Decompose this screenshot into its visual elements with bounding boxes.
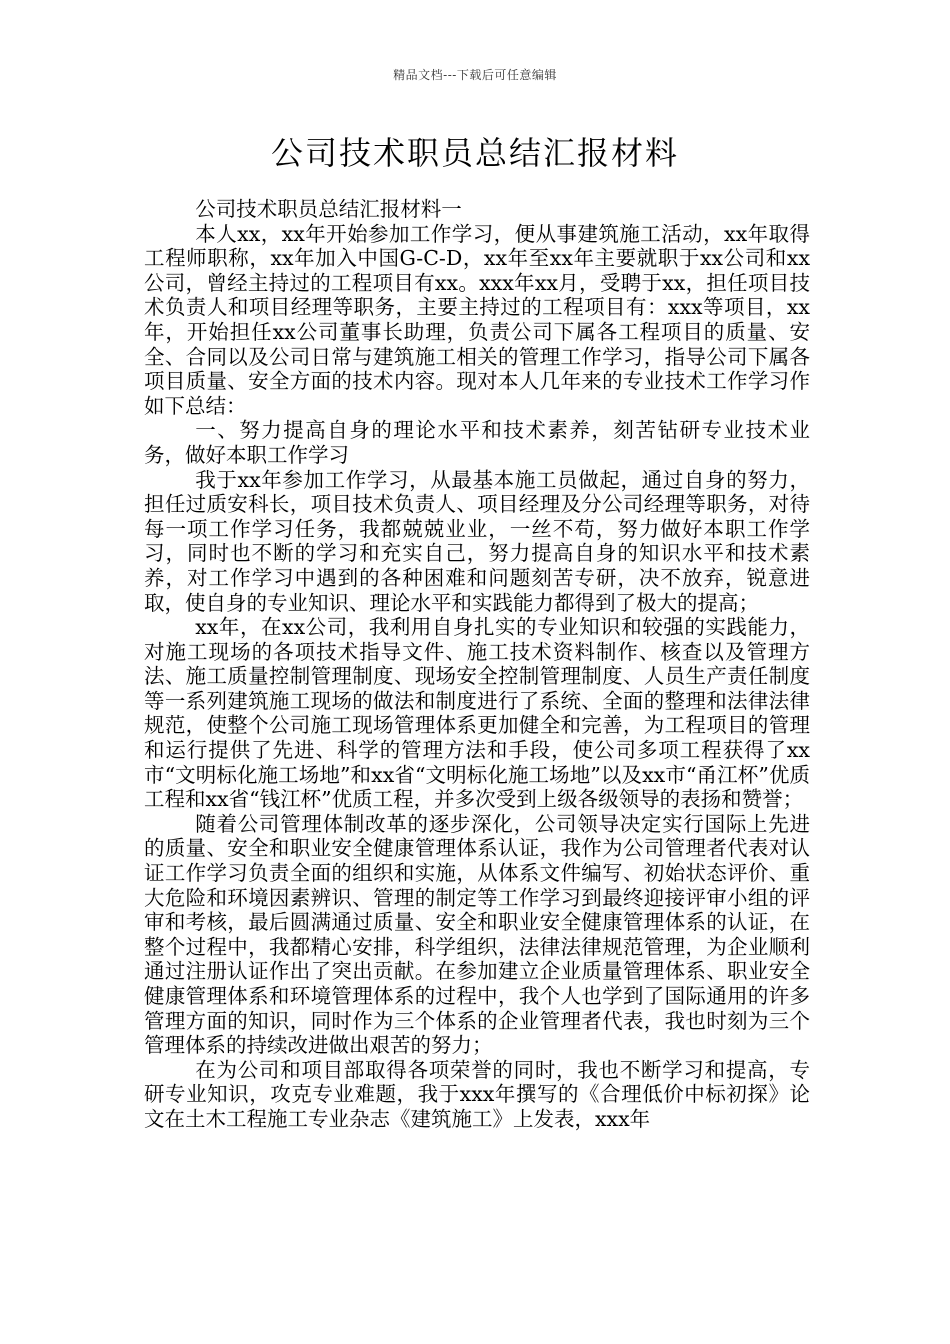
- header-note: 精品文档---下载后可任意编辑: [393, 68, 557, 82]
- body-paragraph: 在为公司和项目部取得各项荣誉的同时，我也不断学习和提高，专研专业知识，攻克专业难题，我于xxx年撰写的《合理低价中标初探》论文在土木工程施工专业杂志《建筑施工》上发表，xxx年: [144, 1057, 810, 1131]
- document-title: 公司技术职员总结汇报材料: [270, 134, 679, 172]
- section-heading: 一、努力提高自身的理论水平和技术素养，刻苦钻研专业技术业务，做好本职工作学习: [144, 418, 810, 467]
- body-paragraph: 随着公司管理体制改革的逐步深化，公司领导决定实行国际上先进的质量、安全和职业安全健康管理体系认证，我作为公司管理者代表对认证工作学习负责全面的组织和实施，从体系文件编写、初始状态评价、重大危险和环境因素辨识、管理的制定等工作学习到最终迎接评审小组的评审和考核，最后圆满通过质量、安全和职业安全健康管理体系的认证，在整个过程中，我都精心安排，科学组织，法律法律规范管理，为企业顺利通过注册认证作出了突出贡献。在参加建立企业质量管理体系、职业安全健康管理体系和环境管理体系的过程中，我个人也学到了国际通用的许多管理方面的知识，同时作为三个体系的企业管理者代表，我也时刻为三个管理体系的持续改进做出艰苦的努力；: [144, 811, 810, 1058]
- subtitle-paragraph: 公司技术职员总结汇报材料一: [195, 197, 462, 221]
- body-paragraph: xx年，在xx公司，我利用自身扎实的专业知识和较强的实践能力，对施工现场的各项技术指导文件、施工技术资料制作、核查以及管理方法、施工质量控制管理制度、现场安全控制管理制度、人员生产责任制度等一系列建筑施工现场的做法和制度进行了系统、全面的整理和法律法律规范，使整个公司施工现场管理体系更加健全和完善，为工程项目的管理和运行提供了先进、科学的管理方法和手段，使公司多项工程获得了xx市“文明标化施工场地”和xx省“文明标化施工场地”以及xx市“甬江杯”优质工程和xx省“钱江杯”优质工程，并多次受到上级各级领导的表扬和赞誉；: [144, 615, 810, 812]
- document-body: [144, 197, 810, 1132]
- body-paragraph: 本人xx，xx年开始参加工作学习，便从事建筑施工活动，xx年取得工程师职称，xx年加入中国G-C-D，xx年至xx年主要就职于xx公司和xx公司，曾经主持过的工程项目有xx。xxx年xx月，受聘于xx，担任项目技术负责人和项目经理等职务，主要主持过的工程项目有：xxx等项目，xx年，开始担任xx公司董事长助理，负责公司下属各工程项目的质量、安全、合同以及公司日常与建筑施工相关的管理工作学习，指导公司下属各项目质量、安全方面的技术内容。现对本人几年来的专业技术工作学习作如下总结：: [144, 221, 810, 418]
- body-paragraph: 我于xx年参加工作学习，从最基本施工员做起，通过自身的努力，担任过质安科长，项目技术负责人、项目经理及分公司经理等职务，对待每一项工作学习任务，我都兢兢业业，一丝不苟，努力做好本职工作学习，同时也不断的学习和充实自己，努力提高自身的知识水平和技术素养，对工作学习中遇到的各种困难和问题刻苦专研，决不放弃，锐意进取，使自身的专业知识、理论水平和实践能力都得到了极大的提高；: [144, 467, 810, 615]
